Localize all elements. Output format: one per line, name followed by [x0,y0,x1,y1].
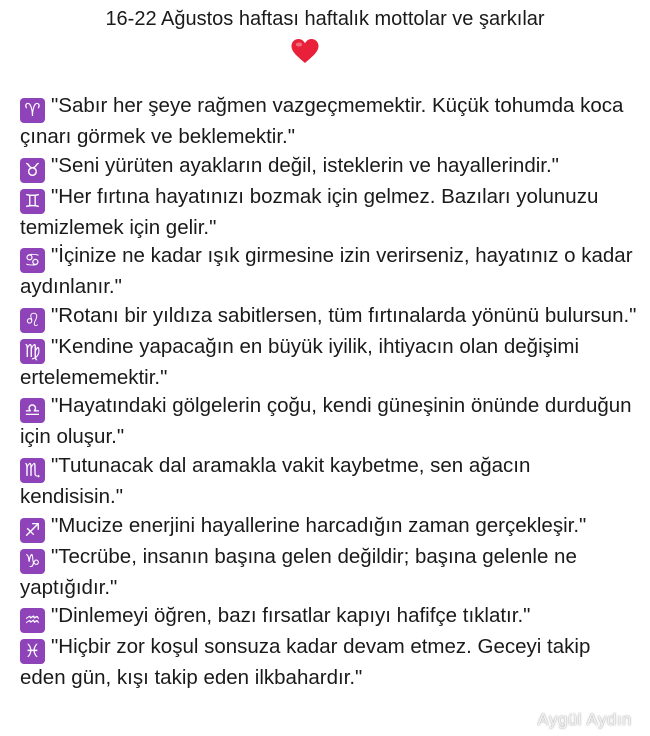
motto-text: "Tecrübe, insanın başına gelen değildir; başına gelenle ne yaptığıdır." [20,544,577,599]
motto-text: "Her fırtına hayatınızı bozmak için gelmez. Bazıları yolunuzu temizlemek için gelir." [20,184,599,239]
scorpio-icon: ♏ [20,458,45,483]
motto-virgo [20,333,638,393]
red-heart-icon [290,38,320,64]
virgo-icon: ♍ [20,339,45,364]
motto-aquarius [20,602,638,633]
cancer-icon: ♋ [20,248,45,273]
libra-icon: ♎ [20,398,45,423]
motto-leo [20,302,638,333]
motto-list [20,92,638,693]
motto-text: "Mucize enerjini hayallerine harcadığın zaman gerçekleşir." [51,513,587,537]
motto-scorpio [20,452,638,512]
watermark: Aygül Aydın [537,710,632,729]
page-title: 16-22 Ağustos haftası haftalık mottolar ve şarkılar [105,8,545,30]
capricorn-icon: ♑ [20,549,45,574]
motto-text: "Hiçbir zor koşul sonsuza kadar devam etmez. Geceyi takip eden gün, kışı takip eden ilkbahardır." [20,635,591,690]
motto-sagittarius [20,512,638,543]
motto-cancer [20,242,638,302]
leo-icon: ♌ [20,308,45,333]
taurus-icon: ♉ [20,158,45,183]
motto-aries [20,92,638,152]
motto-gemini [20,183,638,243]
motto-text: "İçinize ne kadar ışık girmesine izin verirseniz, hayatınız o kadar aydınlanır." [20,244,633,299]
sagittarius-icon: ♐ [20,518,45,543]
motto-text: "Dinlemeyi öğren, bazı fırsatlar kapıyı hafifçe tıklatır." [51,604,531,628]
aries-icon: ♈ [20,98,45,123]
aquarius-icon: ♒ [20,608,45,633]
motto-pisces [20,633,638,693]
gemini-icon: ♊ [20,189,45,214]
motto-taurus [20,152,638,183]
motto-text: "Kendine yapacağın en büyük iyilik, ihtiyacın olan değişimi ertelememektir." [20,334,580,389]
motto-text: "Rotanı bir yıldıza sabitlersen, tüm fırtınalarda yönünü bulursun." [51,303,637,327]
motto-capricorn [20,543,638,603]
motto-libra [20,392,638,452]
motto-text: "Hayatındaki gölgelerin çoğu, kendi güneşinin önünde durduğun için oluşur." [20,394,632,449]
pisces-icon: ♓ [20,639,45,664]
motto-text: "Sabır her şeye rağmen vazgeçmemektir. Küçük tohumda koca çınarı görmek ve beklemektir." [20,94,624,148]
motto-text: "Seni yürüten ayakların değil, isteklerin ve hayallerindir." [51,153,559,177]
motto-text: "Tutunacak dal aramakla vakit kaybetme, sen ağacın kendisisin." [20,453,531,508]
